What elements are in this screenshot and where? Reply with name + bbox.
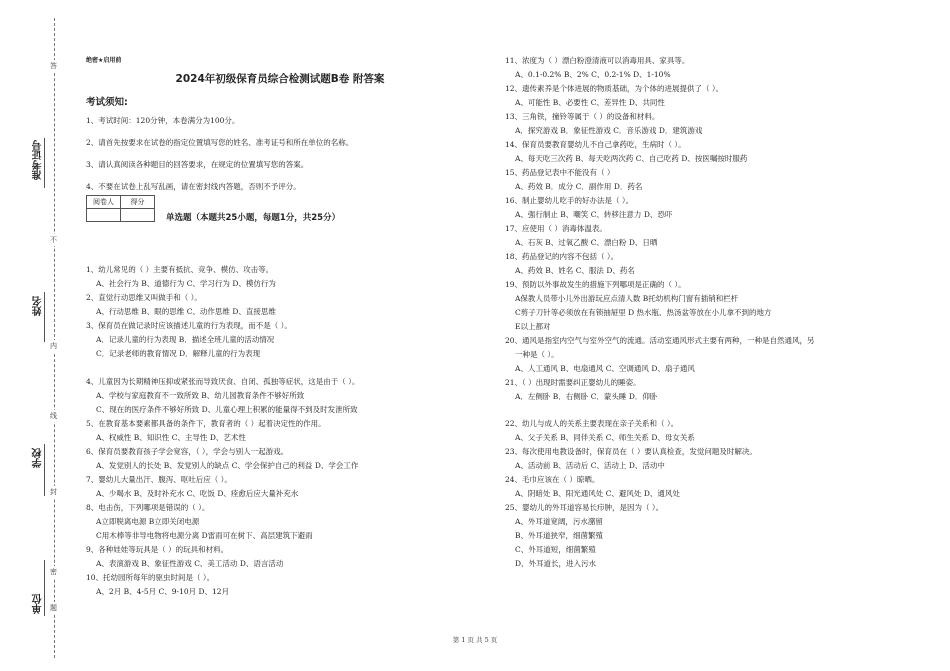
answer-options: C、外耳道短，细菌繁殖 — [515, 545, 596, 554]
answer-options: 一种是（ ）。 — [515, 350, 559, 359]
score-label: 得分 — [121, 196, 155, 209]
question-stem: 3、保育员在做记录时应该描述儿童的行为表现，而不是（ ）。 — [86, 321, 292, 330]
question-stem: 7、婴幼儿大量出汗、腹泻、呕吐后应（ ）。 — [86, 475, 232, 484]
seal-char: 线 — [50, 412, 57, 420]
question-stem: 23、每次使用电教设备时，保育员在（ ）要认真检查，发觉问题及时解决。 — [505, 447, 757, 456]
question-stem: 8、电击伤，下列哪项是错误的（ ）。 — [86, 503, 210, 512]
secret-mark: 绝密★启用前 — [86, 57, 122, 64]
answer-options: A、外耳道宽阔，污水潴留 — [515, 517, 603, 526]
question-stem: 1、幼儿常见的（ ）主要有抵抗、竞争、模仿、攻击等。 — [86, 265, 274, 274]
answer-options: E以上都对 — [515, 322, 551, 331]
notice-item: 4、不要在试卷上乱写乱画，请在密封线内答题，否则不予评分。 — [86, 182, 301, 191]
question-stem: 4、儿童因为长期精神压抑或紧张而导致厌食、自闭、孤独等症状，这是由于（ ）。 — [86, 377, 360, 386]
answer-options: A、可能性 B、必要性 C、差异性 D、共同性 — [515, 98, 665, 107]
answer-options: A、行动思维 B、眼的思维 C、动作思维 D、直接思维 — [96, 307, 276, 316]
exam-id-label: 准考证号 — [33, 140, 44, 180]
question-stem: 12、遗传素养是个体进展的物质基础，为个体的进展提供了（ ）。 — [505, 84, 724, 93]
question-stem: 25、婴幼儿的外耳道容易长疖肿，是因为（ ）。 — [505, 503, 664, 512]
question-stem: 19、预防以外事故发生的措施下列哪项是正确的（ ）。 — [505, 280, 686, 289]
answer-options: A保教人员带小儿外出游玩应点清人数 B托幼机构门窗有插销和栏杆 — [515, 294, 739, 303]
grader-cell[interactable] — [87, 209, 121, 222]
notice-item: 2、请首先按要求在试卷的指定位置填写您的姓名、准考证号和所在单位的名称。 — [86, 138, 354, 147]
answer-options: A、2月 B、4-5月 C、9-10月 D、12月 — [96, 587, 230, 596]
question-stem: 17、应使用（ ）消毒体温表。 — [505, 224, 607, 233]
notice-item: 3、请认真阅读各种题目的回答要求，在规定的位置填写您的答案。 — [86, 160, 309, 169]
seal-char: 题 — [50, 604, 57, 612]
unit-label: 单位 — [33, 594, 44, 614]
notice-item: 1、考试时间：120分钟，本卷满分为100分。 — [86, 116, 240, 125]
answer-options: C．记录老师的教育情况 D．解释儿童的行为表现 — [96, 349, 261, 358]
exam-title: 2024年初级保育员综合检测试题B卷 附答案 — [175, 73, 385, 85]
score-cell[interactable] — [121, 209, 155, 222]
name-label: 姓名 — [33, 296, 44, 316]
answer-options: A、表演游戏 B、象征性游戏 C、美工活动 D、语言活动 — [96, 559, 284, 568]
question-stem: 15、药品登记表中不能没有（ ） — [505, 168, 615, 177]
score-box — [86, 195, 155, 222]
question-stem: 20、通风是指室内空气与室外空气的流通。活动室通风形式主要有两种，一种是自然通风，另 — [505, 336, 815, 345]
answer-options: A．记录儿童的行为表现 B．描述全班儿童的活动情况 — [96, 335, 275, 344]
answer-options: A、少喝水 B、及时补充水 C、吃饭 D、痊愈后应大量补充水 — [96, 489, 299, 498]
question-stem: 16、制止婴幼儿吃手的好办法是（ ）。 — [505, 196, 634, 205]
question-stem: 10、托幼园所每年的驱虫时间是（ ）。 — [86, 573, 215, 582]
answer-options: C用木棒等非导电物将电源分离 D雷雨可在树下、高层建筑下避雨 — [96, 531, 313, 540]
grader-label: 阅卷人 — [87, 196, 121, 209]
binding-margin — [0, 0, 70, 671]
page-footer: 第 1 页 共 5 页 — [452, 636, 498, 644]
answer-options: A、0.1-0.2% B、2% C、0.2-1% D、1-10% — [515, 70, 671, 79]
answer-options: A、社会行为 B、道德行为 C、学习行为 D、模仿行为 — [96, 279, 276, 288]
question-stem: 5、在教育基本要素都具备的条件下，教育者的（ ）起着决定性的作用。 — [86, 419, 326, 428]
answer-options: A、权威性 B、知识性 C、主导性 D、艺术性 — [96, 433, 246, 442]
answer-options: A、每天吃三次药 B、每天吃两次药 C、自己吃药 D、按医嘱按时服药 — [515, 154, 748, 163]
question-stem: 22、幼儿与成人的关系主要表现在亲子关系和（ ）。 — [505, 419, 679, 428]
answer-options: A、活动前 B、活动后 C、活动上 D、活动中 — [515, 461, 665, 470]
question-stem: 6、保育员要教育孩子学会宽容，（ ），学会与别人一起游戏。 — [86, 447, 289, 456]
seal-char: 密 — [50, 568, 57, 576]
question-stem: 18、药品登记的内容不包括（ ）。 — [505, 252, 619, 261]
answer-options: A．探究游戏 B．象征性游戏 C．音乐游戏 D．建筑游戏 — [515, 126, 703, 135]
answer-options: A、药效 B、姓名 C、服法 D、药名 — [515, 266, 635, 275]
school-label: 学校 — [33, 448, 44, 468]
seal-char: 封 — [50, 488, 57, 496]
seal-char: 不 — [50, 236, 57, 244]
answer-options: A、强行制止 B、嘲笑 C、转移注意力 D、恐吓 — [515, 210, 673, 219]
question-stem: 9、各种娃娃等玩具是（ ）的玩具和材料。 — [86, 545, 229, 554]
seal-char: 答 — [50, 62, 57, 70]
question-stem: 24、毛巾应该在（ ）晾晒。 — [505, 475, 600, 484]
answer-options: A、阴暗处 B、阳光通风处 C、避风处 D、通风处 — [515, 489, 680, 498]
answer-options: A、父子关系 B、同伴关系 C、师生关系 D、母女关系 — [515, 433, 695, 442]
question-stem: 2、直觉行动思维又叫做手和（ ）。 — [86, 293, 202, 302]
answer-options: C剪子刀针等必须放在有锁抽屉里 D 热水瓶、热汤盆等放在小儿拿不到的地方 — [515, 308, 772, 317]
question-stem: 14、保育员要教育婴幼儿不自己拿药吃，生病时（ ）。 — [505, 140, 686, 149]
answer-options: D、外耳道长，进入污水 — [515, 559, 597, 568]
answer-options: A、学校与家庭教育不一致所致 B、幼儿园教育条件不够好所致 — [96, 391, 305, 400]
question-stem: 21、（ ）出现时需要纠正婴幼儿的睡姿。 — [505, 378, 641, 387]
question-stem: 11、浓度为（ ）漂白粉澄清液可以消毒用具、家具等。 — [505, 56, 690, 65]
left-column — [86, 55, 474, 596]
notice-title: 考试须知: — [86, 97, 128, 108]
question-stem: 13、三角铁，撞铃等属于（ ）的设备和材料。 — [505, 112, 660, 121]
seal-dotted-line — [54, 18, 55, 658]
section-heading: 单选题（本题共25小题，每题1分，共25分） — [166, 213, 341, 223]
answer-options: C、现在的医疗条件不够好所致 D、儿童心理上积累的能量得不到及时发泄所致 — [96, 405, 358, 414]
answer-options: B、外耳道狭窄，细菌繁殖 — [515, 531, 604, 540]
answer-options: A．左侧卧 B．右侧卧 C．蒙头睡 D．仰卧 — [515, 392, 658, 401]
seal-char: 内 — [50, 342, 57, 350]
answer-options: A、药效 B．成分 C．副作用 D．药名 — [515, 182, 643, 191]
answer-options: A、发觉别人的长处 B、发觉别人的缺点 C、学会保护自己的利益 D、学会工作 — [96, 461, 359, 470]
answer-options: A、石灰 B、过氧乙酸 C、漂白粉 D、日晒 — [515, 238, 658, 247]
answer-options: A、人工通风 B、电扇通风 C、空调通风 D、扇子通风 — [515, 364, 695, 373]
answer-options: A立即脱离电源 B立即关闭电源 — [96, 517, 200, 526]
